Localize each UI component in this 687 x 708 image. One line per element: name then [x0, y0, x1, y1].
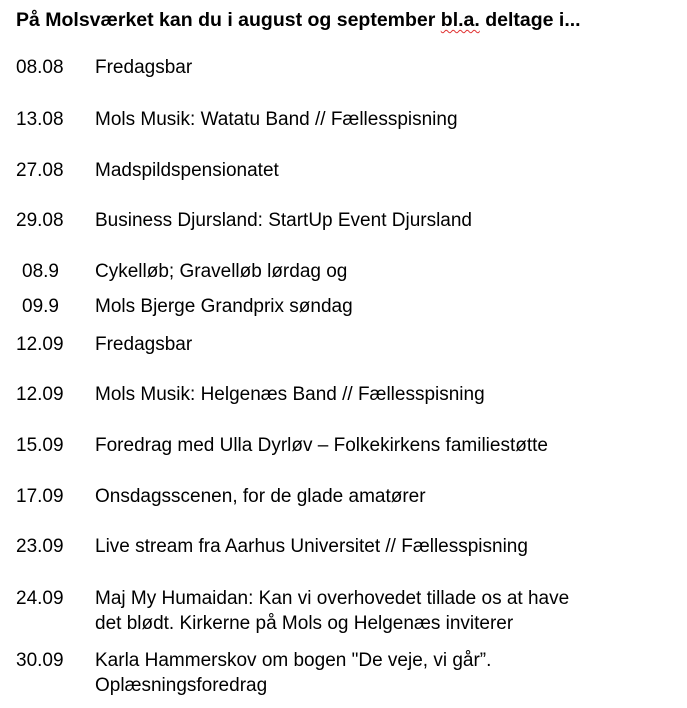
event-description: Mols Musik: Watatu Band // Fællesspisning	[95, 109, 458, 130]
event-date: 13.08	[16, 109, 64, 130]
event-description: Karla Hammerskov om bogen "De veje, vi går”.	[95, 650, 492, 671]
event-date: 08.08	[16, 57, 64, 78]
event-row	[0, 433, 687, 458]
event-date: 09.9	[22, 296, 59, 317]
event-description: det blødt. Kirkerne på Mols og Helgenæs inviterer	[95, 613, 514, 634]
event-description: Fredagsbar	[95, 57, 193, 78]
event-row	[0, 294, 687, 319]
event-description: Fredagsbar	[95, 334, 193, 355]
event-row	[0, 534, 687, 559]
title-text-after: deltage i...	[479, 9, 581, 31]
event-date: 24.09	[16, 588, 64, 609]
event-row	[0, 158, 687, 183]
event-date: 23.09	[16, 536, 64, 557]
event-row	[0, 382, 687, 407]
title-text-before: På Molsværket kan du i august og september	[16, 9, 441, 31]
event-date: 27.08	[16, 160, 64, 181]
event-row	[0, 332, 687, 357]
event-date: 17.09	[16, 486, 64, 507]
event-description: Onsdagsscenen, for de glade amatører	[95, 486, 426, 507]
page-title	[16, 6, 581, 34]
event-row	[0, 55, 687, 80]
event-date: 12.09	[16, 334, 64, 355]
event-row	[0, 259, 687, 284]
event-description: Maj My Humaidan: Kan vi overhovedet tillade os at have	[95, 588, 570, 609]
event-date: 12.09	[16, 384, 64, 405]
event-date: 29.08	[16, 210, 64, 231]
event-description: Foredrag med Ulla Dyrløv – Folkekirkens familiestøtte	[95, 435, 548, 456]
event-date: 15.09	[16, 435, 64, 456]
event-description: Live stream fra Aarhus Universitet // Fællesspisning	[95, 536, 528, 557]
event-description: Madspildspensionatet	[95, 160, 279, 181]
event-row	[0, 208, 687, 233]
event-row	[0, 484, 687, 509]
spellcheck-marked-word: bl.a.	[440, 9, 480, 31]
event-description: Oplæsningsforedrag	[95, 675, 268, 696]
event-description: Cykelløb; Gravelløb lørdag og	[95, 261, 348, 282]
event-description: Mols Bjerge Grandprix søndag	[95, 296, 353, 317]
event-description: Business Djursland: StartUp Event Djursland	[95, 210, 473, 231]
event-description: Mols Musik: Helgenæs Band // Fællesspisning	[95, 384, 485, 405]
event-row	[0, 107, 687, 132]
event-row	[0, 648, 687, 698]
event-date: 30.09	[16, 650, 64, 671]
event-date: 08.9	[22, 261, 59, 282]
event-row	[0, 586, 687, 636]
